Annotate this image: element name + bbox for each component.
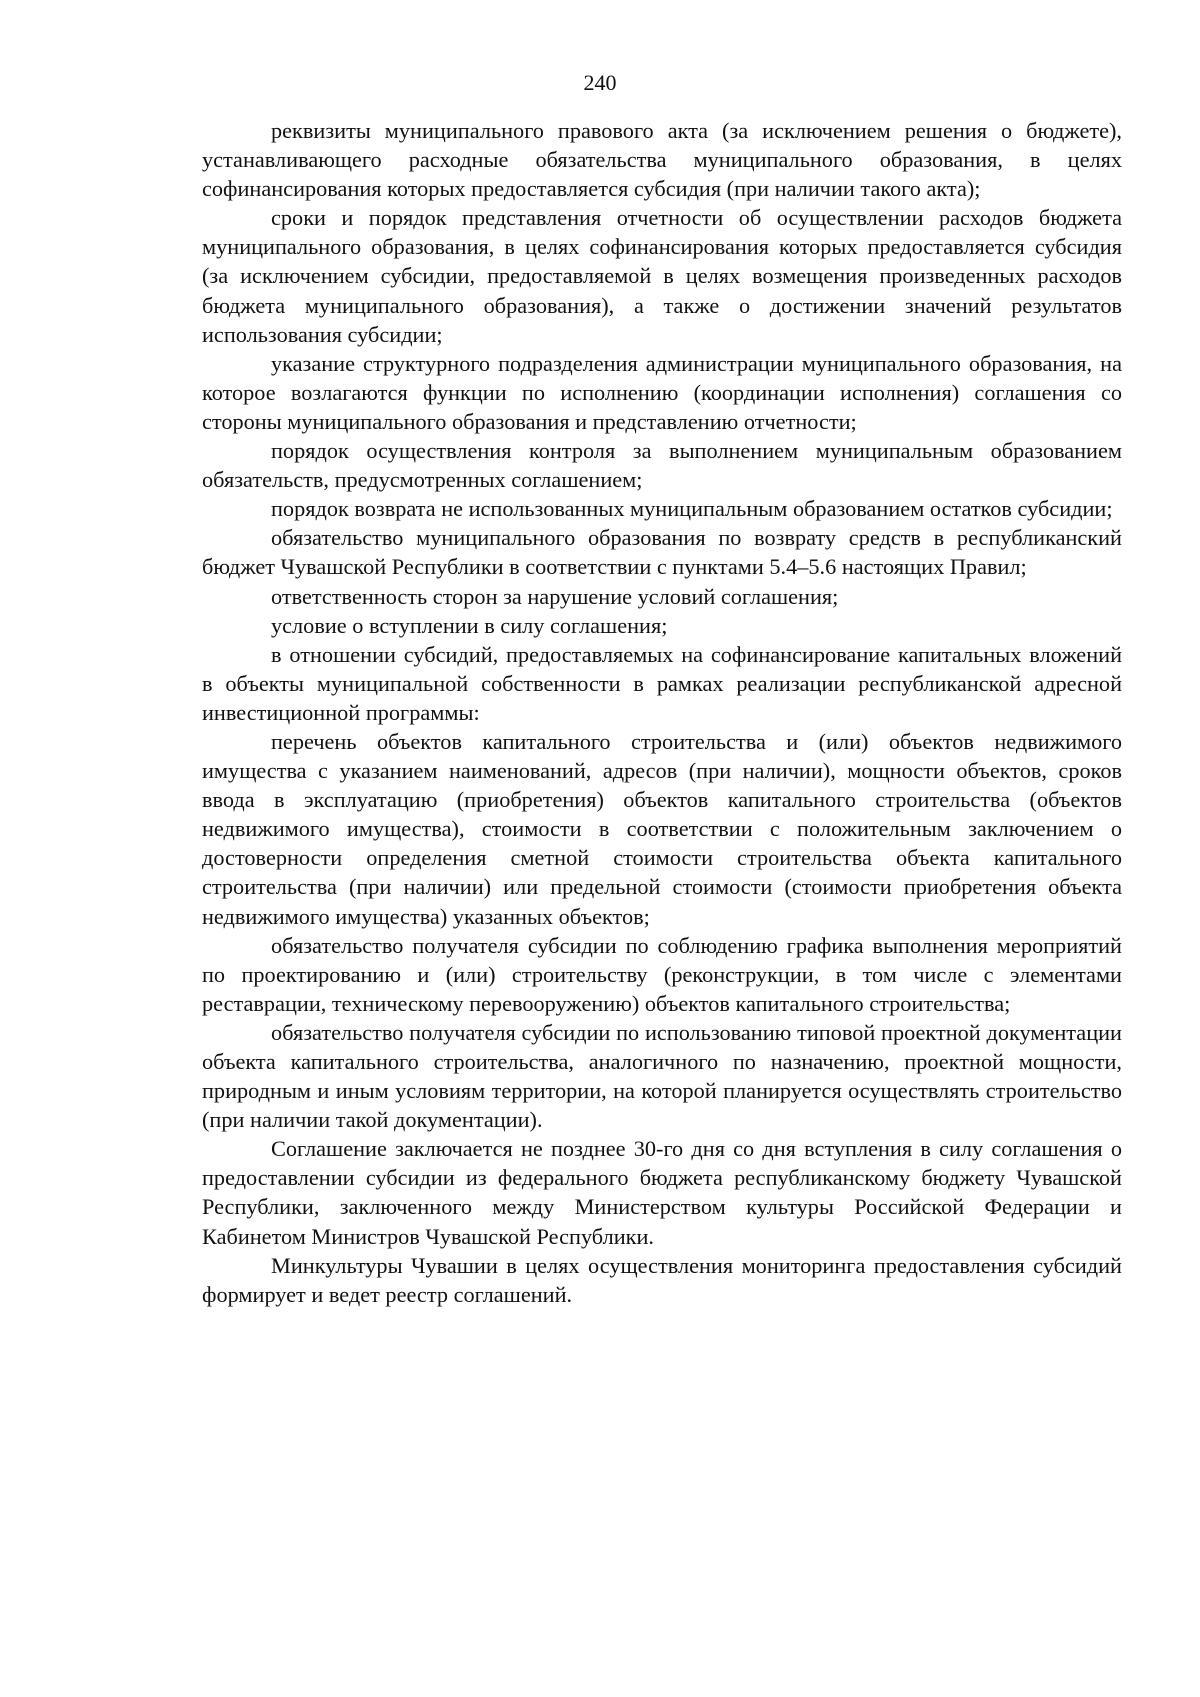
paragraph-structural-unit: указание структурного подразделения администрации муниципального образования, на которое возлагаются функции по исполнению (координации исполнения) соглашения со стороны муниципального образования и представлению отчетности; <box>202 350 1122 434</box>
paragraph-liability: ответственность сторон за нарушение условий соглашения; <box>271 583 839 609</box>
paragraph-control-procedure: порядок осуществления контроля за выполнением муниципальным образованием обязательств, предусмотренных соглашением; <box>202 438 1122 493</box>
paragraph-agreement-deadline: Соглашение заключается не позднее 30-го дня со дня вступления в силу соглашения о предоставлении субсидии из федерального бюджета республиканскому бюджету Чувашской Республики, заключенного между Министерством культуры Российской Федерации и Кабинетом Министров Чувашской Республики. <box>202 1136 1122 1249</box>
page-number: 240 <box>583 70 617 95</box>
paragraph-typical-design: обязательство получателя субсидии по использованию типовой проектной документации объекта капитального строительства, аналогичного по назначению, проектной мощности, природным и иным условиям территории, на которой планируется осуществлять строительство (при наличии такой документации). <box>202 1019 1122 1133</box>
paragraph-objects-list: перечень объектов капитального строительства и (или) объектов недвижимого имущества с указанием наименований, адресов (при наличии), мощности объектов, сроков ввода в эксплуатацию (приобретения) объектов капитального строительства (объектов недвижимого имущества), стоимости в соответствии с положительным заключением о достоверности определения сметной стоимости строительства объекта капитального строительства (при наличии) или предельной стоимости (стоимости приобретения объекта недвижимого имущества) указанных объектов; <box>202 728 1122 929</box>
paragraph-return-procedure: порядок возврата не использованных муниципальным образованием остатков субсидии; <box>271 496 1113 522</box>
paragraph-schedule-obligation: обязательство получателя субсидии по соблюдению графика выполнения мероприятий по проектированию и (или) строительству (реконструкции, в том числе с элементами реставрации, техническому перевооружению) объектов капитального строительства; <box>202 932 1122 1016</box>
paragraph-entry-into-force: условие о вступлении в силу соглашения; <box>271 612 668 638</box>
paragraph-registry: Минкультуры Чувашии в целях осуществления мониторинга предоставления субсидий формирует и ведет реестр соглашений. <box>202 1252 1122 1307</box>
paragraph-reporting-terms: сроки и порядок представления отчетности об осуществлении расходов бюджета муниципального образования, в целях софинансирования которых предоставляется субсидия (за исключением субсидии, предоставляемой в целях возмещения произведенных расходов бюджета муниципального образования), а также о достижении значений результатов использования субсидии; <box>202 205 1122 347</box>
document-body <box>202 116 1122 1309</box>
paragraph-return-obligation: обязательство муниципального образования по возврату средств в республиканский бюджет Чувашской Республики в соответствии с пунктами 5.4–5.6 настоящих Правил; <box>202 525 1122 580</box>
paragraph-capital-investments: в отношении субсидий, предоставляемых на софинансирование капитальных вложений в объекты муниципальной собственности в рамках реализации республиканской адресной инвестиционной программы: <box>202 641 1122 725</box>
paragraph-requisites: реквизиты муниципального правового акта (за исключением решения о бюджете), устанавливающего расходные обязательства муниципального образования, в целях софинансирования которых предоставляется субсидия (при наличии такого акта); <box>202 118 1122 202</box>
